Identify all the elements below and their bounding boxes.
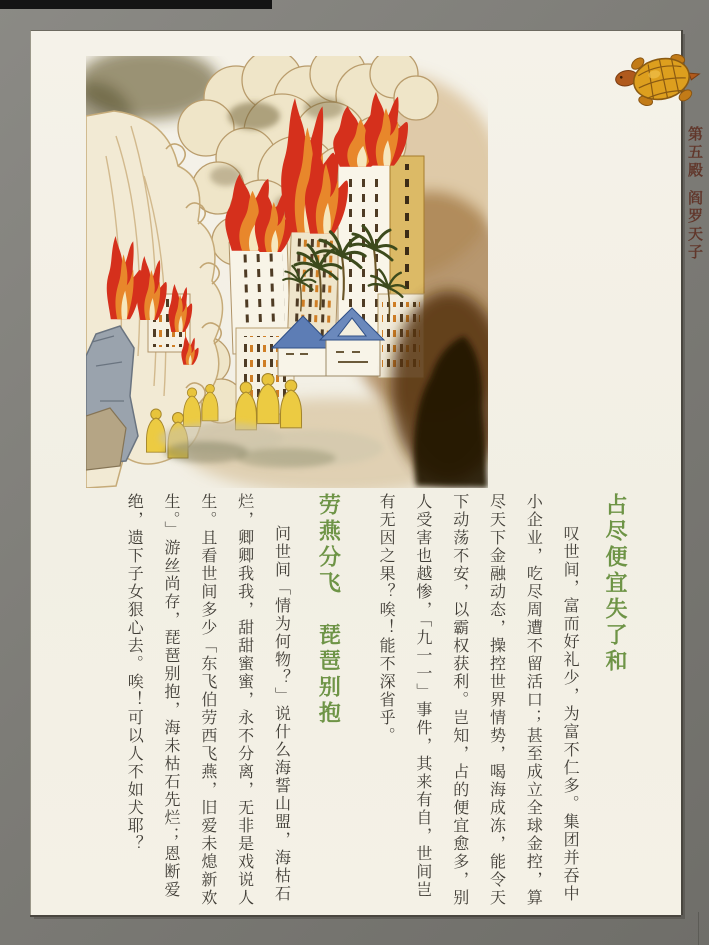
section-2 (114, 493, 344, 907)
scanner-black-strip (0, 0, 272, 9)
section-1-heading: 占尽便宜失了和 (603, 493, 628, 675)
section-1-paragraph: 叹世间，富而好礼少，为富不仁多。集团并吞中小企业，吃尽周遭不留活口；甚至成立全球金控，算尽天下金融动态，操控世界情势，喝海成冻，能令天下动荡不安，以霸权获利。岂知，占的便宜愈多，别人受害也越惨，「九一一」事件，其来有自，世间岂有无因之果？唉！能不深省乎。 (377, 493, 579, 907)
spine-hall-label: 第五殿 (686, 126, 702, 180)
book-page (30, 30, 681, 915)
section-1 (366, 493, 631, 907)
spine-deity-label: 阎罗天子 (686, 190, 702, 262)
section-2-paragraph: 问世间「情为何物？」说什么海誓山盟，海枯石烂，卿卿我我，甜甜蜜蜜，永不分离，无非是戏说人生。且看世间多少「东飞伯劳西飞燕，旧爱未熄新欢生。」游丝尚存，琵琶别抱，海未枯石先烂；恩断爱绝，遗下子女狠心去。唉！可以人不如犬耶？ (125, 493, 290, 907)
turtle-icon (612, 46, 702, 118)
rocks (86, 326, 138, 470)
section-2-heading: 劳燕分飞 琵琶别抱 (316, 493, 342, 727)
article (114, 493, 637, 907)
page-stack-edge (698, 912, 699, 945)
burning-city-illustration (86, 56, 488, 488)
